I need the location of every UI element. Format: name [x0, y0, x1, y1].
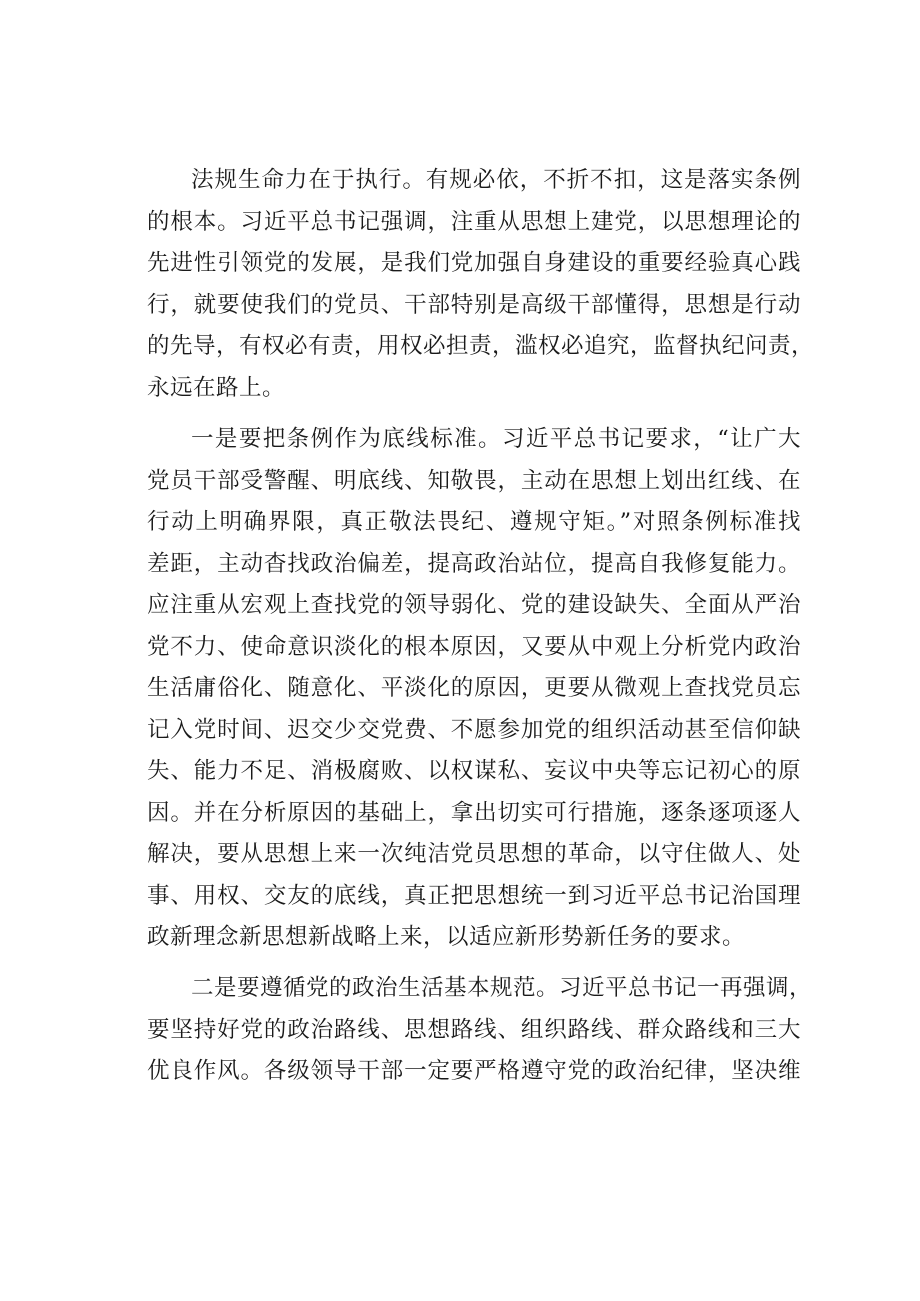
paragraph-line: 生活庸俗化、随意化、平淡化的原因，更要从微观上查找党员忘 — [147, 675, 801, 701]
paragraph-line: 的根本。习近平总书记强调，注重从思想上建党，以思想理论的 — [147, 209, 801, 235]
paragraph-line: 应注重从宏观上查找党的领导弱化、党的建设缺失、全面从严治 — [147, 592, 801, 618]
paragraph-line: 因。并在分析原因的基础上，拿出切实可行措施，逐条逐项逐人 — [147, 800, 801, 826]
paragraph-line: 永远在路上。 — [147, 375, 286, 401]
paragraph-line: 要坚持好党的政治路线、思想路线、组织路线、群众路线和三大 — [147, 1017, 801, 1043]
paragraph-line: 一是要把条例作为底线标准。习近平总书记要求，“让广大 — [191, 426, 801, 452]
paragraph-line: 优良作风。各级领导干部一定要严格遵守党的政治纪律，坚决维 — [147, 1058, 801, 1084]
paragraph-line: 行，就要使我们的党员、干部特别是高级干部懂得，思想是行动 — [147, 292, 801, 318]
paragraph-line: 失、能力不足、消极腐败、以权谋私、妄议中央等忘记初心的原 — [147, 758, 801, 784]
paragraph-line: 的先导，有权必有责，用权必担责，滥权必追究，监督执纪问责， — [147, 333, 815, 359]
paragraph-line: 记入党时间、迟交少交党费、不愿参加党的组织活动甚至信仰缺 — [147, 717, 801, 743]
paragraph-line: 行动上明确界限，真正敬法畏纪、遵规守矩。”对照条例标准找 — [147, 509, 801, 535]
paragraph-line: 法规生命力在于执行。有规必依，不折不扣，这是落实条例 — [191, 167, 801, 193]
paragraph-line: 政新理念新思想新战略上来，以适应新形势新任务的要求。 — [147, 924, 746, 950]
paragraph-line: 党员干部受警醒、明底线、知敬畏，主动在思想上划出红线、在 — [147, 468, 801, 494]
paragraph-line: 差距，主动杳找政治偏差，提高政治站位，提高自我修复能力。 — [147, 551, 801, 577]
paragraph-line: 事、用权、交友的底线，真正把思想统一到习近平总书记治国理 — [147, 883, 801, 909]
paragraph-line: 解决，要从思想上来一次纯洁党员思想的革命，以守住做人、处 — [147, 841, 801, 867]
paragraph-line: 党不力、使命意识淡化的根本原因，又要从中观上分析党内政治 — [147, 634, 801, 660]
paragraph-line: 二是要遵循党的政治生活基本规范。习近平总书记一再强调， — [191, 975, 813, 1001]
paragraph-line: 先进性引领党的发展，是我们党加强自身建设的重要经验真心践 — [147, 250, 801, 276]
